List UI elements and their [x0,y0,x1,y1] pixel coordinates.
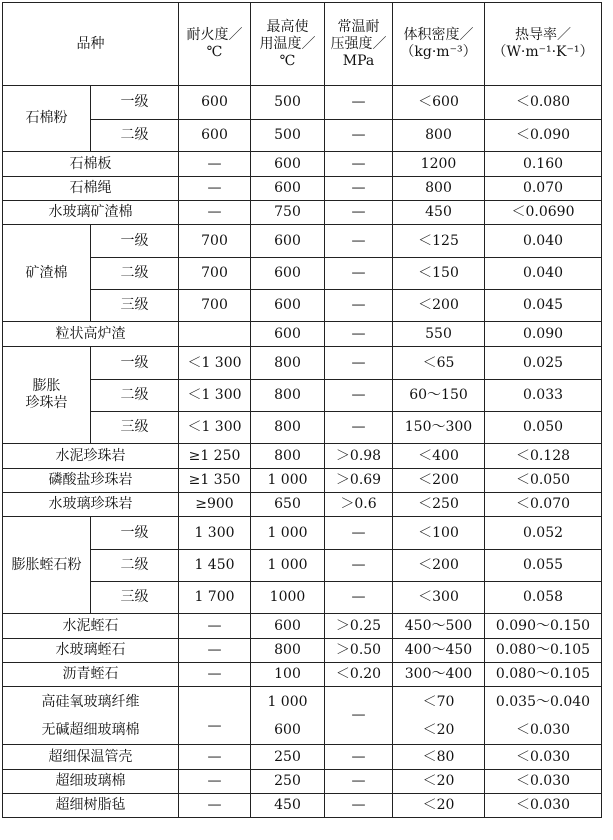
press-cell: — [325,517,393,550]
cond-cell: 0.045 [485,290,602,322]
dens-cell: 300～400 [393,663,485,687]
cond-cell: ＜0.128 [485,444,602,469]
temp-cell: 600 [251,225,325,258]
header-refractoriness [179,3,251,86]
table-row [3,517,602,550]
table-row [3,663,602,687]
grade-cell: 三级 [91,582,179,614]
name-cell: 超细树脂毡 [3,794,179,818]
cond-cell [485,687,602,745]
fire-cell: 700 [179,225,251,258]
group-cell: 矿渣棉 [3,225,91,322]
dens-cell: ＜100 [393,517,485,550]
table-row [3,380,602,412]
cond-cell: ＜0.0690 [485,201,602,225]
name-cell: 水玻璃矿渣棉 [3,201,179,225]
table-row [3,550,602,582]
table-row [3,639,602,663]
dens-cell: ＜200 [393,290,485,322]
fire-cell: ≥1 350 [179,469,251,493]
temp-cell: 600 [251,614,325,639]
dens-cell: 800 [393,177,485,201]
fire-cell: — [179,770,251,794]
dens-cell: 60～150 [393,380,485,412]
header-press-l1: 常温耐 [337,18,380,35]
temp-line-2: 600 [274,721,301,738]
press-cell: ＞0.6 [325,493,393,517]
temp-cell: 1000 [251,582,325,614]
dens-cell: 1200 [393,152,485,177]
grade-cell: 二级 [91,550,179,582]
dens-cell: 150～300 [393,412,485,444]
header-density [393,3,485,86]
header-compressive-strength [325,3,393,86]
temp-cell: 800 [251,380,325,412]
header-fire-l1: 耐火度／ [186,27,243,43]
dens-cell: 800 [393,120,485,152]
press-cell: — [325,380,393,412]
dens-cell: ＜80 [393,745,485,770]
cond-line-2: ＜0.030 [515,721,571,738]
name-cell: 磷酸盐珍珠岩 [3,469,179,493]
name-line-2: 无碱超细玻璃棉 [41,721,140,738]
cond-cell: 0.040 [485,258,602,290]
fire-cell: — [179,614,251,639]
cond-cell: ＜0.030 [485,770,602,794]
fire-cell: — [179,177,251,201]
temp-cell: 1 000 [251,517,325,550]
fire-cell: — [179,152,251,177]
dens-cell: ＜20 [393,770,485,794]
dens-cell: 450～500 [393,614,485,639]
press-cell: — [325,201,393,225]
dens-cell: ＜65 [393,347,485,380]
temp-cell: 650 [251,493,325,517]
temp-cell: 800 [251,639,325,663]
fire-cell: 700 [179,290,251,322]
name-cell: 超细保温管壳 [3,745,179,770]
fire-cell: 600 [179,120,251,152]
temp-cell [251,687,325,745]
fire-cell: — [179,745,251,770]
cond-cell: ＜0.030 [485,794,602,818]
fire-cell [179,322,251,347]
name-cell: 超细玻璃棉 [3,770,179,794]
press-cell: — [325,86,393,120]
fire-cell: ＜1 300 [179,412,251,444]
temp-cell: 800 [251,347,325,380]
grade-cell: 一级 [91,86,179,120]
temp-cell: 1 000 [251,469,325,493]
cond-cell: ＜0.030 [485,745,602,770]
header-dens-l1: 体积密度／ [403,27,474,43]
header-dens-l2: （kg·m⁻³） [400,44,477,60]
temp-cell: 450 [251,794,325,818]
temp-cell: 250 [251,745,325,770]
header-cond-l2: （W·m⁻¹·K⁻¹） [492,44,594,60]
temp-cell: 500 [251,86,325,120]
header-conductivity [485,3,602,86]
header-temp-l1: 最高使 [266,18,309,35]
dens-cell: ＜200 [393,550,485,582]
table-row [3,347,602,380]
cond-cell: 0.052 [485,517,602,550]
cond-cell: 0.050 [485,412,602,444]
fire-cell: — [179,639,251,663]
group-cell: 石棉粉 [3,86,91,152]
grade-cell: 三级 [91,290,179,322]
header-temp-l3: ℃ [279,52,296,69]
insulation-materials-table [2,2,602,818]
dens-line-2: ＜20 [422,721,455,738]
press-cell: — [325,794,393,818]
name-cell: 水泥珍珠岩 [3,444,179,469]
name-line-1: 高硅氧玻璃纤维 [41,693,140,710]
fire-cell: — [179,663,251,687]
temp-line-1: 1 000 [267,693,308,710]
press-cell: — [325,258,393,290]
table-row [3,290,602,322]
press-cell: — [325,770,393,794]
press-cell: — [325,177,393,201]
temp-cell: 250 [251,770,325,794]
table-row [3,86,602,120]
cond-cell: 0.058 [485,582,602,614]
temp-cell: 800 [251,444,325,469]
press-cell: — [325,322,393,347]
cond-cell: ＜0.070 [485,493,602,517]
press-cell: — [325,582,393,614]
dens-cell: ＜200 [393,469,485,493]
fire-cell: 1 700 [179,582,251,614]
fire-cell: 700 [179,258,251,290]
name-cell: 石棉绳 [3,177,179,201]
fire-cell: 1 450 [179,550,251,582]
table-row [3,687,602,745]
name-cell: 粒状高炉渣 [3,322,179,347]
table-row [3,201,602,225]
press-cell: ＜0.20 [325,663,393,687]
fire-cell: ≥900 [179,493,251,517]
name-cell: 沥青蛭石 [3,663,179,687]
grade-cell: 一级 [91,347,179,380]
temp-cell: 100 [251,663,325,687]
dens-cell: ＜400 [393,444,485,469]
header-row [3,3,602,86]
grade-cell: 二级 [91,380,179,412]
name-cell: 石棉板 [3,152,179,177]
press-cell: — [325,152,393,177]
header-temp-l2: 用温度／ [259,35,316,52]
dens-cell: ＜600 [393,86,485,120]
table-row [3,177,602,201]
header-name [3,3,179,86]
temp-cell: 600 [251,177,325,201]
temp-cell: 600 [251,322,325,347]
press-cell: ＞0.98 [325,444,393,469]
cond-cell: 0.160 [485,152,602,177]
grade-cell: 一级 [91,225,179,258]
temp-cell: 750 [251,201,325,225]
cond-cell: ＜0.080 [485,86,602,120]
temp-cell: 600 [251,290,325,322]
name-cell: 水泥蛭石 [3,614,179,639]
header-press-l3: MPa [342,52,375,69]
temp-cell: 1 000 [251,550,325,582]
dens-cell: 550 [393,322,485,347]
fire-cell: ＜1 300 [179,347,251,380]
table-row [3,493,602,517]
press-cell: — [325,745,393,770]
table-row [3,225,602,258]
name-cell: 水玻璃蛭石 [3,639,179,663]
table-row [3,745,602,770]
cond-cell: 0.090～0.150 [485,614,602,639]
grade-cell: 一级 [91,517,179,550]
name-cell: 水玻璃珍珠岩 [3,493,179,517]
press-cell: — [325,550,393,582]
grade-cell: 二级 [91,258,179,290]
press-cell: — [325,412,393,444]
dens-cell [393,687,485,745]
table-row [3,258,602,290]
fire-cell: — [179,794,251,818]
table-row [3,469,602,493]
dens-cell: ＜150 [393,258,485,290]
temp-cell: 800 [251,412,325,444]
press-cell: — [325,225,393,258]
table-row [3,770,602,794]
grade-cell: 二级 [91,120,179,152]
cond-cell: 0.090 [485,322,602,347]
fire-cell: — [179,201,251,225]
cond-cell: 0.055 [485,550,602,582]
header-name-text: 品种 [76,35,105,52]
table-row [3,582,602,614]
group-cell [3,347,91,444]
dens-cell: 400～450 [393,639,485,663]
table-row [3,120,602,152]
cond-line-1: 0.035～0.040 [495,693,591,710]
press-cell: — [325,120,393,152]
name-cell [3,687,179,745]
dens-cell: ＜125 [393,225,485,258]
table-row [3,794,602,818]
table-row [3,444,602,469]
group-line-2: 珍珠岩 [25,395,68,411]
press-cell: ＞0.69 [325,469,393,493]
dens-cell: 450 [393,201,485,225]
fire-cell: ≥1 250 [179,444,251,469]
temp-cell: 500 [251,120,325,152]
cond-cell: 0.025 [485,347,602,380]
group-cell: 膨胀蛭石粉 [3,517,91,614]
press-cell: ＞0.25 [325,614,393,639]
header-fire-l2: ℃ [206,44,223,60]
cond-cell: 0.080～0.105 [485,639,602,663]
dens-cell: ＜300 [393,582,485,614]
cond-cell: 0.033 [485,380,602,412]
dens-line-1: ＜70 [422,693,455,710]
fire-cell: ＜1 300 [179,380,251,412]
press-cell: — [325,290,393,322]
fire-cell: — [179,687,251,745]
press-cell: — [325,687,393,745]
dens-cell: ＜20 [393,794,485,818]
header-press-l2: 压强度／ [330,35,387,52]
cond-cell: 0.080～0.105 [485,663,602,687]
header-cond-l1: 热导率／ [515,27,571,43]
group-line-1: 膨胀 [32,378,61,394]
cond-cell: ＜0.090 [485,120,602,152]
press-cell: — [325,347,393,380]
cond-cell: 0.070 [485,177,602,201]
temp-cell: 600 [251,152,325,177]
fire-cell: 1 300 [179,517,251,550]
table-row [3,412,602,444]
grade-cell: 三级 [91,412,179,444]
press-cell: ＞0.50 [325,639,393,663]
table-row [3,152,602,177]
fire-cell: 600 [179,86,251,120]
header-max-temp [251,3,325,86]
table-row [3,322,602,347]
cond-cell: ＜0.050 [485,469,602,493]
cond-cell: 0.040 [485,225,602,258]
temp-cell: 600 [251,258,325,290]
dens-cell: ＜250 [393,493,485,517]
table-row [3,614,602,639]
